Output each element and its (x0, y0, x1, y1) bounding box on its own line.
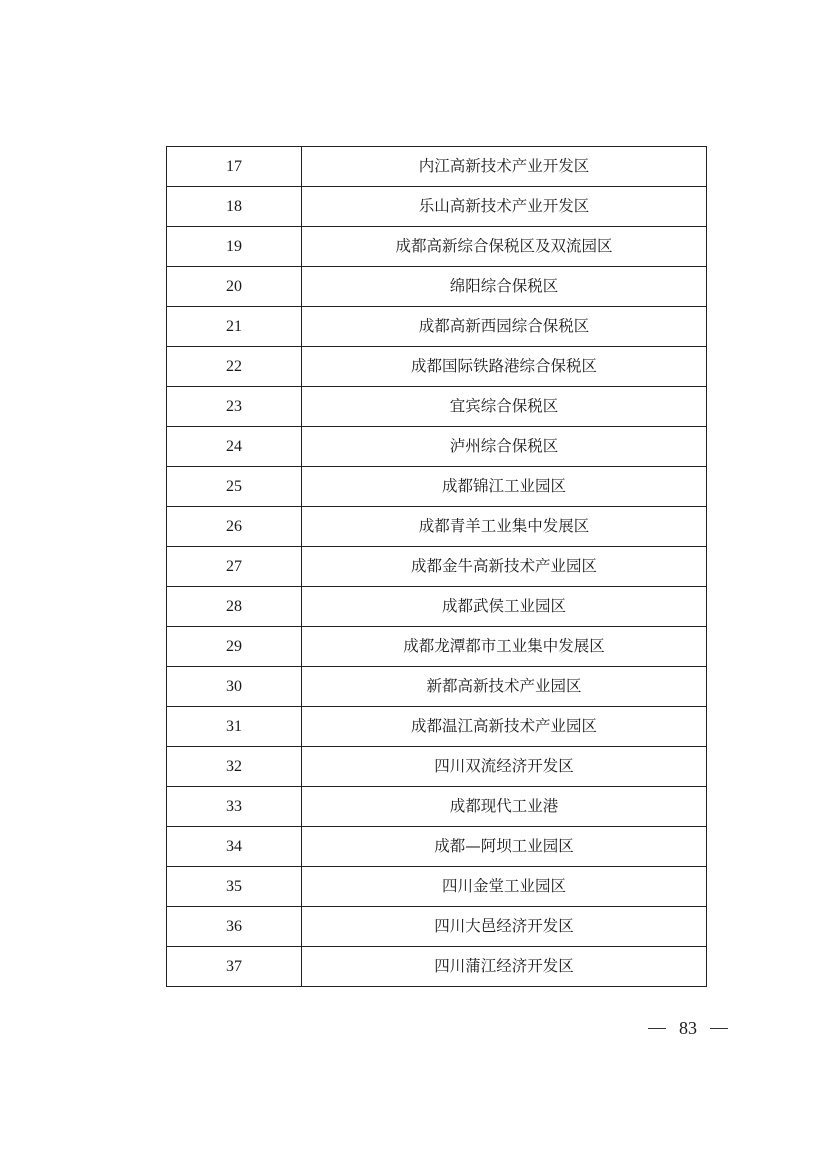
table-row (167, 707, 707, 747)
page-number-dash-left (648, 1028, 666, 1029)
zone-name-cell: 泸州综合保税区 (302, 427, 707, 467)
zone-name-cell: 新都高新技术产业园区 (302, 667, 707, 707)
row-number-cell: 31 (167, 707, 302, 747)
table-row (167, 347, 707, 387)
page-number-dash-right (710, 1028, 728, 1029)
row-number-cell: 23 (167, 387, 302, 427)
row-number-cell: 27 (167, 547, 302, 587)
table-row (167, 907, 707, 947)
zone-name-cell: 绵阳综合保税区 (302, 267, 707, 307)
row-number-cell: 35 (167, 867, 302, 907)
zone-name-cell: 四川大邑经济开发区 (302, 907, 707, 947)
row-number-cell: 36 (167, 907, 302, 947)
zone-name-cell: 乐山高新技术产业开发区 (302, 187, 707, 227)
row-number-cell: 25 (167, 467, 302, 507)
row-number-cell: 37 (167, 947, 302, 987)
row-number-cell: 28 (167, 587, 302, 627)
zone-name-cell: 成都—阿坝工业园区 (302, 827, 707, 867)
zone-name-cell: 成都高新西园综合保税区 (302, 307, 707, 347)
zone-name-cell: 成都现代工业港 (302, 787, 707, 827)
table-row (167, 947, 707, 987)
table-row (167, 627, 707, 667)
table-row (167, 187, 707, 227)
zone-name-cell: 成都高新综合保税区及双流园区 (302, 227, 707, 267)
zone-name-cell: 成都武侯工业园区 (302, 587, 707, 627)
table-row (167, 747, 707, 787)
row-number-cell: 34 (167, 827, 302, 867)
zone-name-cell: 成都国际铁路港综合保税区 (302, 347, 707, 387)
zone-name-cell: 成都青羊工业集中发展区 (302, 507, 707, 547)
row-number-cell: 19 (167, 227, 302, 267)
zone-name-cell: 成都温江高新技术产业园区 (302, 707, 707, 747)
zone-name-cell: 成都锦江工业园区 (302, 467, 707, 507)
page-number-footer (648, 1016, 728, 1040)
row-number-cell: 24 (167, 427, 302, 467)
row-number-cell: 21 (167, 307, 302, 347)
table-row (167, 387, 707, 427)
table-row (167, 267, 707, 307)
page-number: 83 (679, 1017, 697, 1038)
zone-name-cell: 四川双流经济开发区 (302, 747, 707, 787)
row-number-cell: 33 (167, 787, 302, 827)
table-row (167, 147, 707, 187)
zone-name-cell: 成都金牛高新技术产业园区 (302, 547, 707, 587)
row-number-cell: 18 (167, 187, 302, 227)
table-row (167, 867, 707, 907)
development-zone-table (166, 146, 707, 987)
zone-name-cell: 内江高新技术产业开发区 (302, 147, 707, 187)
row-number-cell: 17 (167, 147, 302, 187)
table-row (167, 307, 707, 347)
table-row (167, 587, 707, 627)
row-number-cell: 32 (167, 747, 302, 787)
table-row (167, 827, 707, 867)
table-row (167, 227, 707, 267)
row-number-cell: 20 (167, 267, 302, 307)
row-number-cell: 22 (167, 347, 302, 387)
row-number-cell: 26 (167, 507, 302, 547)
table-row (167, 467, 707, 507)
row-number-cell: 29 (167, 627, 302, 667)
zone-name-cell: 四川金堂工业园区 (302, 867, 707, 907)
row-number-cell: 30 (167, 667, 302, 707)
zone-name-cell: 宜宾综合保税区 (302, 387, 707, 427)
zone-name-cell: 成都龙潭都市工业集中发展区 (302, 627, 707, 667)
table-row (167, 547, 707, 587)
table-row (167, 787, 707, 827)
table-row (167, 507, 707, 547)
table-row (167, 427, 707, 467)
table-body (167, 147, 707, 987)
zone-name-cell: 四川蒲江经济开发区 (302, 947, 707, 987)
table-row (167, 667, 707, 707)
